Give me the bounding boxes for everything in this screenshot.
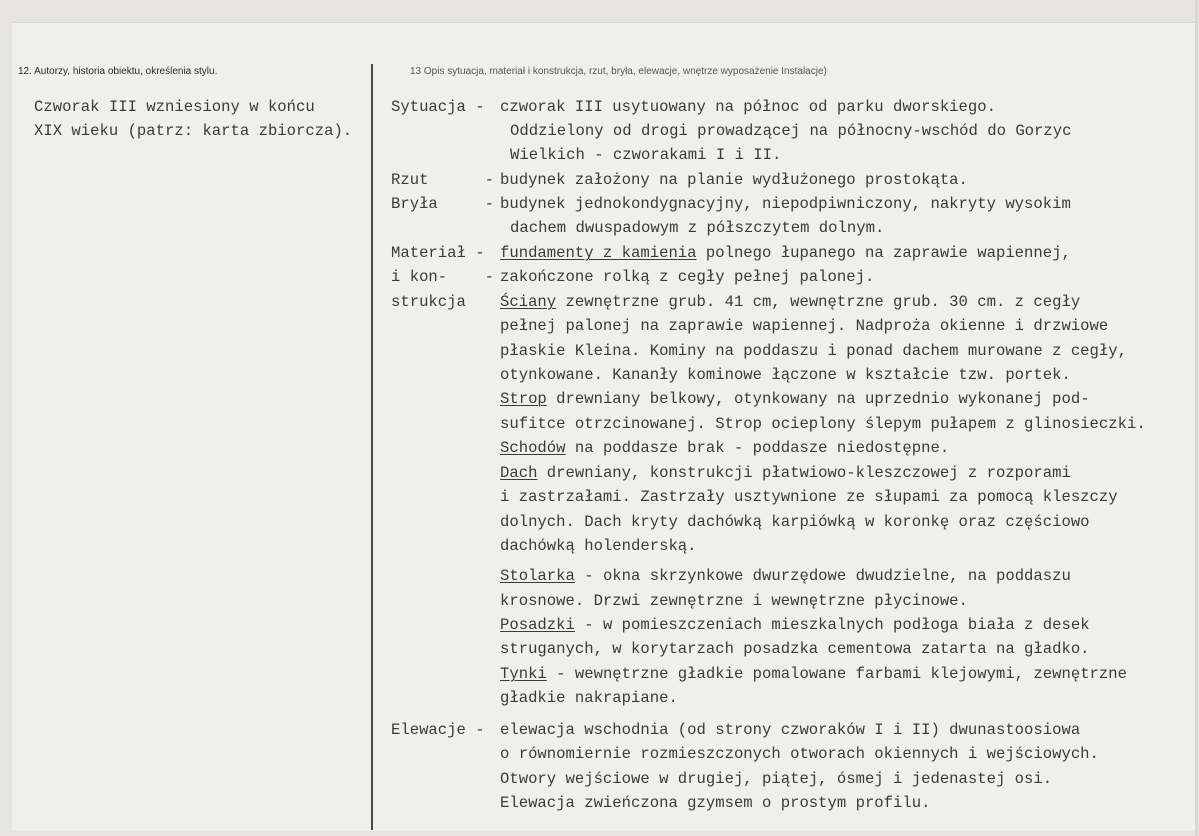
text-line: dachówką holenderską.: [500, 537, 697, 555]
text-line: [500, 441, 949, 457]
text-line: struganych, w korytarzach posadzka cementowa zatarta na gładko.: [500, 640, 1090, 658]
label-bryla: Bryła -: [391, 195, 504, 213]
label-sytuacja: Sytuacja -: [391, 98, 494, 116]
left-text-line: Czworak III wzniesiony w końcu: [34, 98, 315, 116]
text-line: dolnych. Dach kryty dachówką karpiówką w koronkę oraz częściowo: [500, 513, 1090, 531]
text-line: [500, 392, 1090, 408]
text-span: - wewnętrzne gładkie pomalowane farbami klejowymi, zewnętrzne: [546, 665, 1127, 683]
term-posadzki: Posadzki: [500, 616, 575, 634]
text-line: sufitce otrzcinowanej. Strop ocieplony ślepym pułapem z glinosieczki.: [500, 415, 1146, 433]
card-edge: [1195, 0, 1198, 836]
term-strop: Strop: [500, 390, 547, 408]
term-fundamenty: fundamenty z kamienia: [500, 244, 697, 262]
text-line: budynek założony na planie wydłużonego prostokąta.: [500, 171, 968, 189]
term-dach: Dach: [500, 464, 538, 482]
text-line: Elewacja zwieńczona gzymsem o prostym profilu.: [500, 794, 931, 812]
text-line: zakończone rolką z cegły pełnej palonej.: [500, 268, 875, 286]
term-sciany: Ściany: [500, 293, 557, 311]
right-column-header: 13 Opis sytuacja, materiał i konstrukcja, rzut, bryła, elewacje, wnętrze wyposażenie Instalacje): [410, 66, 827, 77]
text-line: budynek jednokondygnacyjny, niepodpiwniczony, nakryty wysokim: [500, 195, 1071, 213]
text-span: - okna skrzynkowe dwurzędowe dwudzielne, na poddaszu: [574, 567, 1071, 585]
text-line: gładkie nakrapiane.: [500, 689, 678, 707]
text-line: [500, 667, 1127, 683]
text-line: [500, 569, 1071, 585]
label-material: Materiał -: [391, 244, 494, 262]
text-line: Wielkich - czworakami I i II.: [510, 146, 782, 164]
text-line: [500, 246, 1071, 262]
label-rzut: Rzut -: [391, 171, 504, 189]
text-line: o równomiernie rozmieszczonych otworach okiennych i wejściowych.: [500, 745, 1099, 763]
left-column-header: 12. Autorzy, historia obiektu, określenia stylu.: [18, 66, 218, 77]
text-line: otynkowane. Kananły kominowe łączone w kształcie tzw. portek.: [500, 366, 1071, 384]
text-line: dachem dwuspadowym z półszczytem dolnym.: [510, 219, 885, 237]
label-i-kon: i kon- -: [391, 268, 504, 286]
text-line: Otwory wejściowe w drugiej, piątej, ósmej i jedenastej osi.: [500, 770, 1053, 788]
text-line: [500, 295, 1080, 311]
text-span: drewniany belkowy, otynkowany na uprzednio wykonanej pod-: [546, 390, 1090, 408]
text-line: elewacja wschodnia (od strony czworaków I i II) dwunastoosiowa: [500, 721, 1081, 739]
text-span: na poddasze brak - poddasze niedostępne.: [565, 439, 950, 457]
text-line: i zastrzałami. Zastrzały usztywnione ze słupami za pomocą kleszczy: [500, 488, 1118, 506]
term-stolarka: Stolarka: [500, 567, 575, 585]
label-strukcja: strukcja: [391, 293, 466, 311]
text-line: krosnowe. Drzwi zewnętrzne i wewnętrzne płycinowe.: [500, 592, 968, 610]
text-line: [500, 466, 1071, 482]
text-line: [500, 618, 1090, 634]
text-span: drewniany, konstrukcji płatwiowo-kleszczowej z rozporami: [537, 464, 1071, 482]
text-line: płaskie Kleina. Kominy na poddaszu i ponad dachem murowane z cegły,: [500, 342, 1127, 360]
label-elewacje: Elewacje -: [391, 721, 494, 739]
text-span: zewnętrzne grub. 41 cm, wewnętrzne grub. 30 cm. z cegły: [556, 293, 1081, 311]
term-tynki: Tynki: [500, 665, 547, 683]
term-schodow: Schodów: [500, 439, 566, 457]
left-text-line: XIX wieku (patrz: karta zbiorcza).: [34, 122, 353, 140]
text-line: Oddzielony od drogi prowadzącej na północny-wschód do Gorzyc: [510, 122, 1072, 140]
column-divider: [371, 64, 373, 830]
text-span: - w pomieszczeniach mieszkalnych podłoga biała z desek: [574, 616, 1090, 634]
text-line: pełnej palonej na zaprawie wapiennej. Nadproża okienne i drzwiowe: [500, 317, 1109, 335]
text-line: czworak III usytuowany na północ od parku dworskiego.: [500, 98, 996, 116]
text-span: polnego łupanego na zaprawie wapiennej,: [696, 244, 1071, 262]
